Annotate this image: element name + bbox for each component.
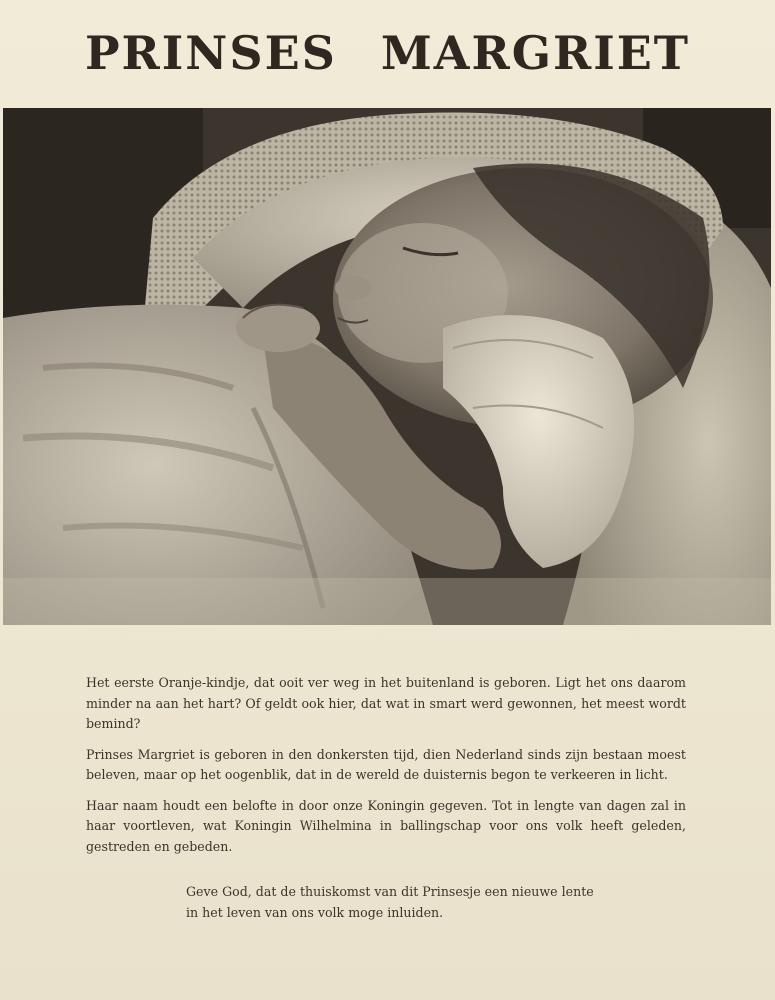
baby-photograph (3, 108, 771, 625)
closing-blessing: Geve God, dat de thuiskomst van dit Prinsesje een nieuwe lente in het leven van ons volk moge inluiden. (186, 884, 594, 920)
document-title: PRINSES MARGRIET (84, 26, 691, 80)
body-text (86, 673, 686, 867)
paragraph-1: Het eerste Oranje-kindje, dat ooit ver weg in het buitenland is geboren. Ligt het ons daarom minder na aan het hart? Of geldt ook hier, dat wat in smart werd gewonnen, het meest wordt bemind? (86, 675, 686, 731)
paragraph-3: Haar naam houdt een belofte in door onze Koningin gegeven. Tot in lengte van dagen zal in haar voortleven, wat Koningin Wilhelmina in ballingschap voor ons volk heeft geleden, gestreden en gebeden. (86, 797, 686, 854)
photo-illustration (3, 108, 771, 625)
paragraph-2: Prinses Margriet is geboren in den donkersten tijd, dien Nederland sinds zijn bestaan moest beleven, maar op het oogenblik, dat in de wereld de duisternis begon te verkeeren in licht. (86, 746, 686, 782)
